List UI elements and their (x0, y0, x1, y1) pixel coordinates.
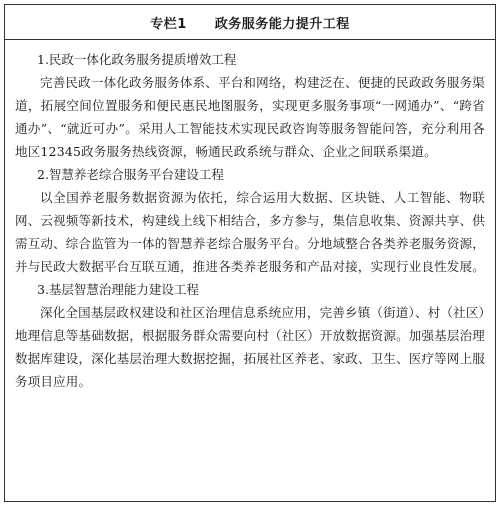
section-body-1: 完善民政一体化政务服务体系、平台和网络，构建泛在、便捷的民政政务服务渠道，拓展空间位置服务和便民惠民地图服务，实现更多服务事项“一网通办”、“跨省通办”、“就近可办”。采用人工智能技术实现民政咨询等服务智能问答，充分利用各地区12345政务服务热线资源，畅通民政系统与群众、企业之间联系渠道。 (15, 75, 485, 159)
section-body-2: 以全国养老服务数据资源为依托，综合运用大数据、区块链、人工智能、物联网、云视频等新技术，构建线上线下相结合，多方参与，集信息收集、资源共享、供需互动、综合监管为一体的智慧养老综合服务平台。分地域整合各类养老服务资源，并与民政大数据平台互联互通，推进各类养老服务和产品对接，实现行业良性发展。 (15, 190, 485, 274)
section-title-1: 1.民政一体化政务服务提质增效工程 (37, 52, 237, 67)
section-title-3: 3.基层智慧治理能力建设工程 (37, 282, 199, 297)
box-label: 专栏1 (150, 16, 187, 32)
section-title-2: 2.智慧养老综合服务平台建设工程 (37, 167, 224, 182)
box-header (5, 5, 495, 40)
info-box (4, 4, 496, 502)
box-content (5, 40, 495, 393)
box-title: 政务服务能力提升工程 (214, 16, 350, 32)
section-body-3: 深化全国基层政权建设和社区治理信息系统应用，完善乡镇（街道）、村（社区）地理信息等基础数据，根据服务群众需要向村（社区）开放数据资源。加强基层治理数据库建设，深化基层治理大数据挖掘，拓展社区养老、家政、卫生、医疗等网上服务项目应用。 (15, 305, 485, 389)
